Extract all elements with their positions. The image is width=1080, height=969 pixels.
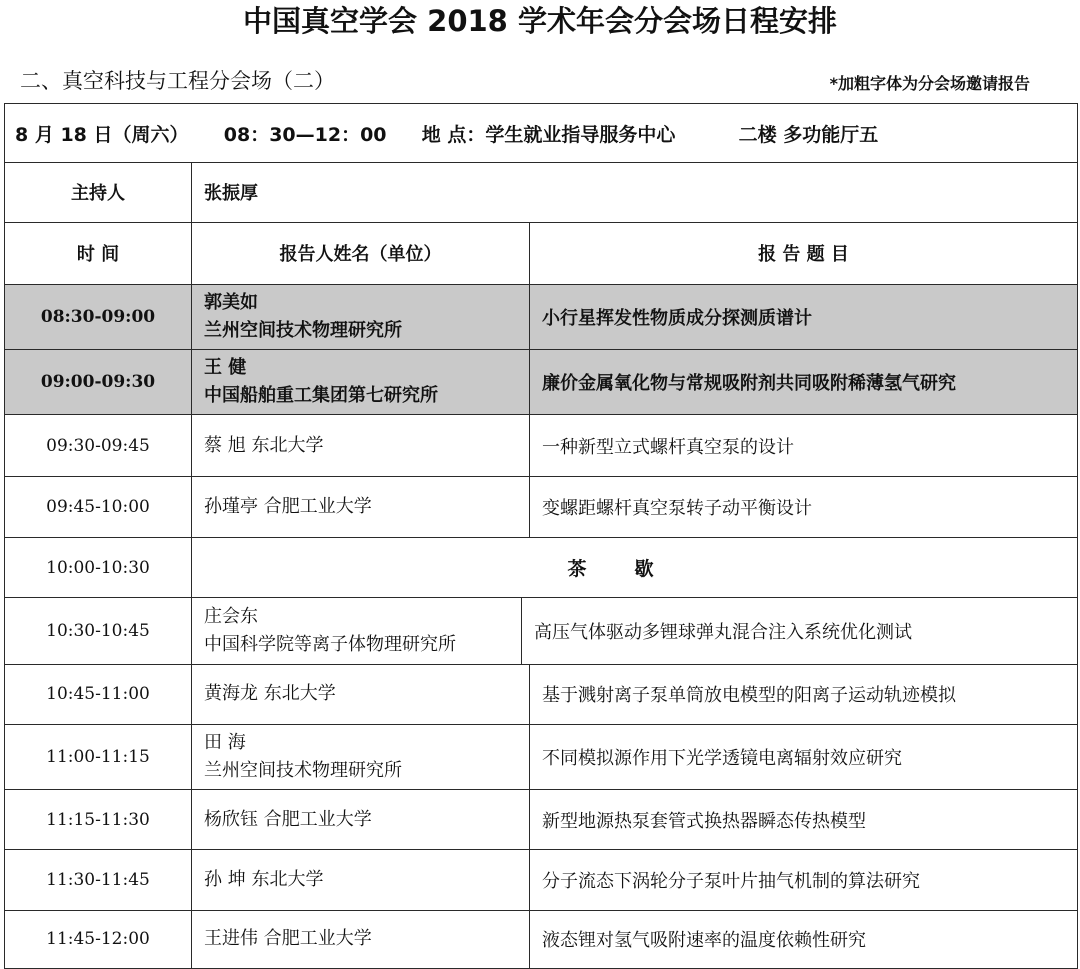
row-topic: 小行星挥发性物质成分探测质谱计	[530, 284, 1078, 349]
session-venue-detail: 二楼 多功能厅五	[738, 123, 879, 146]
speaker-unit: 兰州空间技术物理研究所	[204, 319, 402, 341]
row-speaker: 蔡 旭 东北大学	[192, 415, 530, 476]
schedule-table	[4, 103, 1078, 969]
row-time: 09:45-10:00	[5, 476, 192, 537]
table-row	[5, 664, 1078, 724]
speaker-unit: 中国船舶重工集团第七研究所	[204, 385, 438, 407]
column-header-time: 时 间	[5, 222, 192, 284]
session-info	[5, 104, 1078, 163]
table-row	[5, 350, 1078, 415]
speaker-unit: 中国科学院等离子体物理研究所	[204, 633, 456, 655]
column-header-topic: 报 告 题 目	[530, 222, 1078, 284]
table-row	[5, 598, 1078, 664]
row-time: 11:30-11:45	[5, 850, 192, 910]
table-row	[5, 910, 1078, 968]
row-speaker	[192, 284, 530, 349]
session-date: 8 月 18 日（周六）	[15, 123, 189, 146]
row-speaker	[192, 724, 530, 789]
table-row	[5, 724, 1078, 789]
table-row	[5, 790, 1078, 850]
column-header-speaker: 报告人姓名（单位）	[192, 222, 530, 284]
row-speaker	[192, 350, 530, 415]
row-topic: 廉价金属氧化物与常规吸附剂共同吸附稀薄氢气研究	[530, 350, 1078, 415]
session-venue: 地 点：学生就业指导服务中心	[421, 123, 676, 146]
table-row	[5, 415, 1078, 476]
row-topic: 变螺距螺杆真空泵转子动平衡设计	[530, 476, 1078, 537]
speaker-unit: 兰州空间技术物理研究所	[204, 759, 402, 781]
row-time: 11:45-12:00	[5, 910, 192, 968]
row-time: 09:00-09:30	[5, 350, 192, 415]
host-row	[5, 163, 1078, 222]
row-speaker: 孙 坤 东北大学	[192, 850, 530, 910]
row-topic: 新型地源热泵套管式换热器瞬态传热模型	[530, 790, 1078, 850]
row-time: 08:30-09:00	[5, 284, 192, 349]
table-row	[5, 850, 1078, 910]
host-label: 主持人	[5, 163, 192, 222]
row-speaker	[192, 598, 522, 664]
row-topic: 基于溅射离子泵单筒放电模型的阳离子运动轨迹模拟	[530, 664, 1078, 724]
break-row	[5, 537, 1078, 597]
table-row	[5, 476, 1078, 537]
row-time: 10:30-10:45	[5, 598, 192, 664]
row-topic: 液态锂对氢气吸附速率的温度依赖性研究	[530, 910, 1078, 968]
row-time: 10:00-10:30	[5, 537, 192, 597]
row-speaker: 王进伟 合肥工业大学	[192, 910, 530, 968]
row-time: 11:00-11:15	[5, 724, 192, 789]
tea-break: 茶歇	[192, 537, 1078, 597]
speaker-name: 庄会东	[204, 605, 258, 627]
row-topic: 分子流态下涡轮分子泵叶片抽气机制的算法研究	[530, 850, 1078, 910]
invited-note: *加粗字体为分会场邀请报告	[829, 74, 1030, 93]
row-speaker: 杨欣钰 合肥工业大学	[192, 790, 530, 850]
speaker-name: 郭美如	[204, 291, 258, 313]
row-speaker: 黄海龙 东北大学	[192, 664, 530, 724]
table-row	[5, 284, 1078, 349]
speaker-name: 田 海	[204, 731, 246, 753]
row-time: 10:45-11:00	[5, 664, 192, 724]
page-title: 中国真空学会 2018 学术年会分会场日程安排	[243, 4, 837, 38]
row-speaker: 孙瑾亭 合肥工业大学	[192, 476, 530, 537]
column-header-row	[5, 222, 1078, 284]
section-title: 二、真空科技与工程分会场（二）	[20, 69, 335, 93]
row-time: 11:15-11:30	[5, 790, 192, 850]
session-time: 08：30—12：00	[223, 123, 387, 146]
row-topic: 不同模拟源作用下光学透镜电离辐射效应研究	[530, 724, 1078, 789]
row-time: 09:30-09:45	[5, 415, 192, 476]
row-topic: 高压气体驱动多锂球弹丸混合注入系统优化测试	[522, 598, 1078, 664]
host-name: 张振厚	[192, 163, 1078, 222]
speaker-name: 王 健	[204, 357, 247, 379]
session-info-row	[5, 104, 1078, 163]
row-topic: 一种新型立式螺杆真空泵的设计	[530, 415, 1078, 476]
